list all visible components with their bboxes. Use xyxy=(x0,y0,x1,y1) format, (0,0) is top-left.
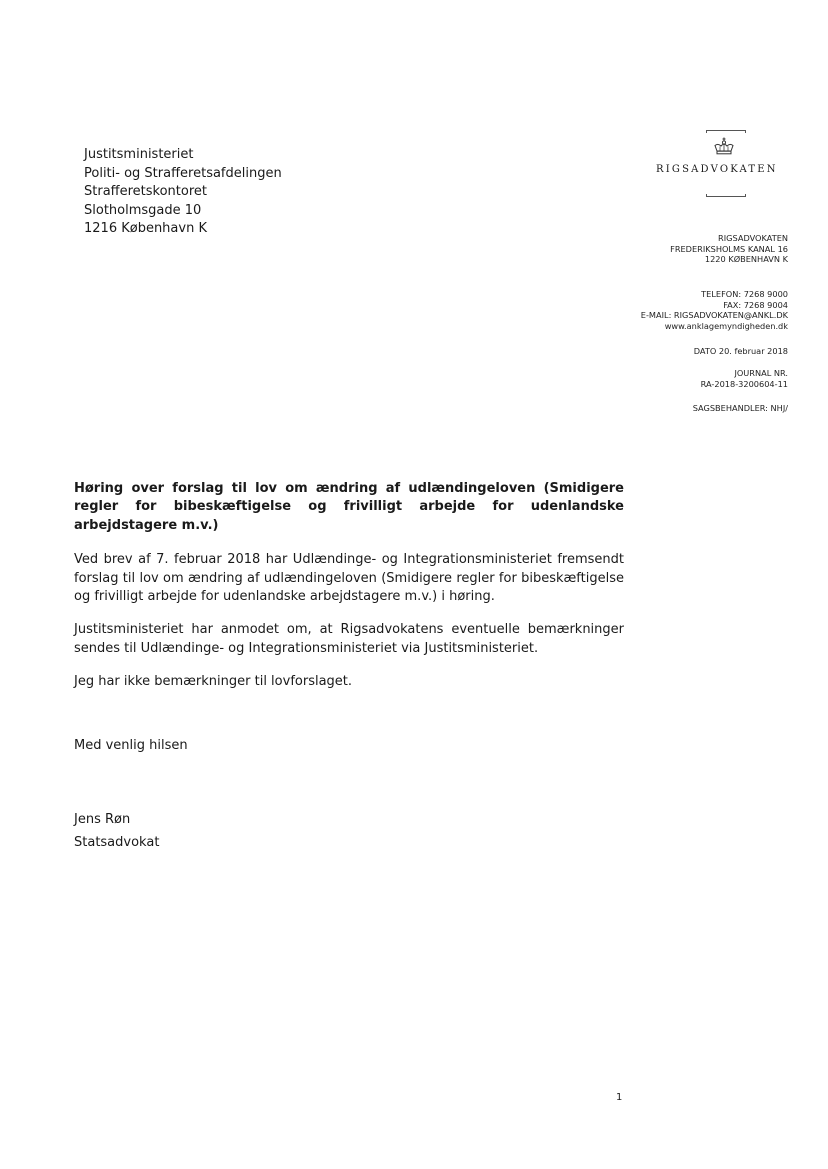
signer-name: Jens Røn xyxy=(74,812,131,827)
body-paragraph: Jeg har ikke bemærkninger til lovforslaget. xyxy=(74,674,353,690)
caseworker: SAGSBEHANDLER: NHJ/ xyxy=(692,403,788,413)
logo-top-rule xyxy=(706,130,746,133)
page-number: 1 xyxy=(616,1092,623,1103)
journal-number: RA-2018-3200604-11 xyxy=(700,378,788,389)
body-paragraph: Justitsministeriet har anmodet om, at Rigsadvokatens eventuelle bemærkninger sendes til Udlændinge- og Integrationsministeriet via Justitsministeriet. xyxy=(74,622,624,656)
recipient-address xyxy=(84,146,282,239)
body-paragraph: Ved brev af 7. februar 2018 har Udlændinge- og Integrationsministeriet fremsendt forslag til lov om ændring af udlændingeloven (Smidigere regler for bibeskæftigelse og frivilligt arbejde for udenlandske arbejdstagere m.v.) i høring. xyxy=(74,552,624,605)
recipient-line: Justitsministeriet xyxy=(84,147,194,162)
letter-date: DATO 20. februar 2018 xyxy=(693,346,788,356)
journal-label: JOURNAL NR. xyxy=(734,368,788,378)
letter-subject: Høring over forslag til lov om ændring af udlændingeloven (Smidigere regler for bibeskæftigelse og frivilligt arbejde for udenlandske arbejdstagere m.v.) xyxy=(74,481,624,533)
sender-email: E-MAIL: RIGSADVOKATEN@ANKL.DK xyxy=(640,310,788,320)
sender-fax: FAX: 7268 9004 xyxy=(723,299,788,310)
recipient-line: Politi- og Strafferetsafdelingen xyxy=(84,165,282,181)
sender-contact xyxy=(641,289,788,331)
signature-block xyxy=(74,808,159,854)
sender-city: 1220 KØBENHAVN K xyxy=(704,254,788,264)
recipient-line: Strafferetskontoret xyxy=(84,184,208,200)
closing-salutation: Med venlig hilsen xyxy=(74,738,188,753)
signer-title: Statsadvokat xyxy=(74,835,160,850)
recipient-line: 1216 København K xyxy=(84,221,207,237)
crown-icon xyxy=(712,137,736,155)
rigsadvokaten-logo xyxy=(656,124,796,204)
sender-phone: TELEFON: 7268 9000 xyxy=(701,289,788,299)
logo-bottom-rule xyxy=(706,194,746,197)
journal-number-block xyxy=(701,368,788,389)
sender-address xyxy=(670,233,788,265)
sender-website: www.anklagemyndigheden.dk xyxy=(664,320,788,331)
sender-name: RIGSADVOKATEN xyxy=(718,233,788,243)
recipient-line: Slotholmsgade 10 xyxy=(84,202,202,218)
letter-body xyxy=(74,480,624,707)
logo-wordmark: RIGSADVOKATEN xyxy=(656,164,778,175)
sender-street: FREDERIKSHOLMS KANAL 16 xyxy=(670,243,788,254)
